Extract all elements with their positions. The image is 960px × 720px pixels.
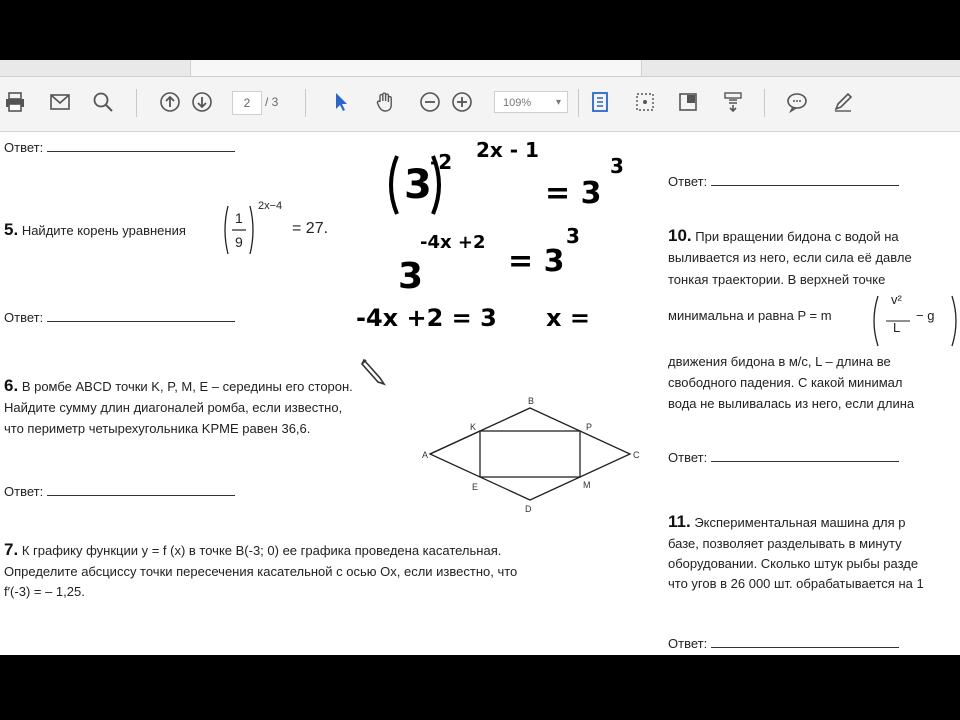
rhombus-diagram [418,394,648,514]
answer-line-6: Ответ: [4,484,235,499]
rhombus-label-m: M [583,480,591,490]
rotate-icon [676,90,700,114]
rhombus-label-b: B [528,396,535,406]
zoom-out-button[interactable] [415,87,445,117]
comment-button[interactable] [782,87,812,117]
handwritten-rhs-2: = 3 [508,244,565,279]
answer-line-5: Ответ: [4,310,235,325]
answer-line-11: Ответ: [668,636,899,651]
handwritten-exp-2: 2x - 1 [476,138,539,162]
previous-page-button[interactable] [155,87,185,117]
answer-line-top-right: Ответ: [668,174,899,189]
document-page [0,132,960,655]
rhombus-label-c: C [633,450,640,460]
question-10-minus-g: − g [916,308,935,323]
next-page-button[interactable] [187,87,217,117]
email-button[interactable] [45,87,75,117]
document-tab[interactable] [190,60,642,76]
question-10-line-3: тонкая траектории. В верхней точке [668,272,886,287]
zoom-in-icon [450,90,474,114]
question-11-line-4: что угов в 26 000 шт. обрабатывается на 1 [668,576,924,591]
question-6-line-1: 6. В ромбе ABCD точки K, P, M, E – середины его сторон. [4,376,353,395]
page-total: / 3 [265,95,279,109]
toolbar [0,77,960,132]
question-10-line-6: свободного падения. С какой минимал [668,375,903,390]
zoom-in-button[interactable] [447,87,477,117]
question-5-text: Найдите корень уравнения [21,223,186,238]
question-11-number: 11. [668,512,691,531]
handwritten-exp-1: -2 [430,150,453,174]
question-7-line-3: f′(-3) = – 1,25. [4,584,85,599]
page-down-icon [190,90,214,114]
pdf-viewer-window [0,60,960,655]
answer-line-top-left: Ответ: [4,140,235,155]
question-5-number: 5. [4,220,19,239]
select-tool-button[interactable] [326,87,356,117]
comment-icon [785,90,809,114]
question-10-bracket [870,292,960,350]
hand-tool-button[interactable] [370,87,400,117]
question-11-line-1: 11. Экспериментальная машина для р [668,512,906,531]
page-number-input[interactable]: 2 [232,91,262,115]
question-6-line-2: Найдите сумму длин диагоналей ромба, если известно, [4,400,343,415]
rhombus-label-p: P [586,422,593,432]
scroll-icon [721,90,745,114]
handwritten-rhs-1: = 3 [545,176,602,211]
fit-page-button[interactable] [585,87,615,117]
draw-button[interactable] [828,87,858,117]
question-11-line-2: базе, позволяет разделывать в минуту [668,536,902,551]
question-5 [4,220,186,240]
rhombus-label-d: D [525,504,532,514]
handwritten-exp-3: -4x +2 [420,232,486,253]
question-10-line-4: минимальна и равна P = m [668,308,832,323]
handwritten-base-1: 3 [404,162,432,208]
chevron-down-icon: ▾ [555,97,561,108]
marquee-zoom-button[interactable] [630,87,660,117]
question-7-line-1: 7. К графику функции y = f (x) в точке B(-3; 0) ее графика проведена касательная. [4,540,502,559]
question-11-line-3: оборудовании. Сколько штук рыбы разде [668,556,919,571]
fit-page-icon [588,90,612,114]
handwritten-line-3: -4x +2 = 3 [356,304,497,332]
pencil-cursor-icon [358,354,388,388]
rhombus-label-k: K [470,422,477,432]
question-10-number: 10. [668,226,692,245]
answer-line-10: Ответ: [668,450,899,465]
print-button[interactable] [0,87,30,117]
handwritten-rhs-exp-1: 3 [610,154,624,178]
question-10-line-7: вода не выливалась из него, если длина [668,396,915,411]
rhombus-label-a: A [422,450,429,460]
zoom-out-icon [418,90,442,114]
marquee-zoom-icon [633,90,657,114]
question-10-line-1: 10. При вращении бидона с водой на [668,226,899,245]
question-7-line-2: Определите абсциссу точки пересечения касательной с осью Ox, если известно, что [4,564,518,579]
rotate-button[interactable] [673,87,703,117]
search-icon [91,90,115,114]
pen-icon [831,90,855,114]
question-10-frac-num: v² [891,292,902,307]
question-7-number: 7. [4,540,19,559]
handwritten-rhs-exp-2: 3 [566,224,580,248]
select-arrow-icon [329,90,353,114]
scroll-mode-button[interactable] [718,87,748,117]
mail-icon [48,90,72,114]
rhombus-label-e: E [472,482,479,492]
handwritten-base-2: 3 [398,256,424,297]
handwritten-x: x = [546,304,590,332]
zoom-level-select[interactable] [494,91,568,113]
question-6-number: 6. [4,376,19,395]
search-button[interactable] [88,87,118,117]
question-6-line-3: что периметр четырехугольника KPME равен 36,6. [4,421,311,436]
question-10-line-5: движения бидона в м/с, L – длина ве [668,354,891,369]
question-10-line-2: выливается из него, если сила её давле [668,250,912,265]
tab-bar [0,60,960,77]
zoom-level-value: 109% [503,97,532,109]
page-up-icon [158,90,182,114]
question-5-fraction: 1 9 [222,202,256,258]
question-5-rhs: = 27. [292,220,329,237]
hand-icon [373,90,397,114]
question-5-exponent: 2x−4 [258,200,283,212]
print-icon [3,90,27,114]
question-10-frac-den: L [893,320,901,335]
